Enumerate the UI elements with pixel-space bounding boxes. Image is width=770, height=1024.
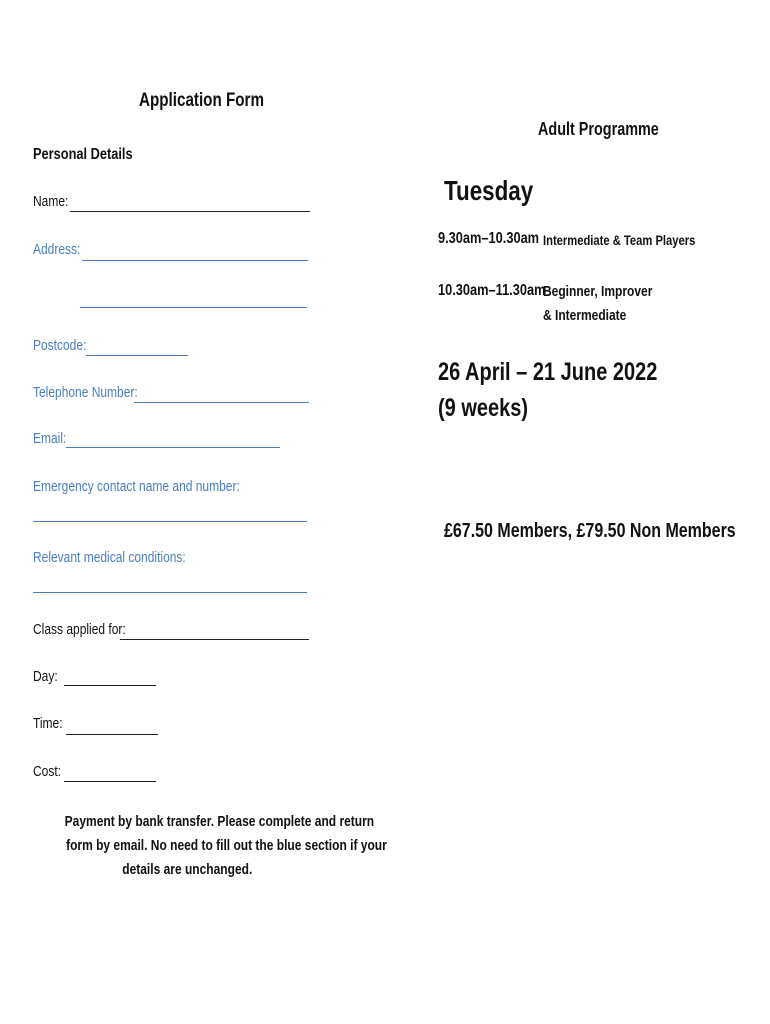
slot1-time-text: 9.30am–10.30am (438, 230, 540, 247)
programme-day-text: Tuesday (444, 175, 534, 206)
emergency-label (33, 478, 291, 495)
slot2-time-text: 10.30am–11.30am (438, 282, 546, 299)
day-field[interactable] (64, 685, 156, 686)
slot2-description-line2 (543, 307, 647, 324)
programme-weeks (438, 394, 551, 423)
slot2-description-line1 (543, 283, 680, 300)
address-field-line1[interactable] (82, 260, 308, 261)
section-heading-text: Personal Details (33, 146, 133, 163)
email-field[interactable] (66, 447, 280, 448)
address-label (33, 241, 92, 258)
name-label-text: Name: (33, 193, 69, 210)
cost-label (33, 763, 68, 780)
slot1-description-text: Intermediate & Team Players (543, 232, 696, 248)
programme-price (444, 520, 770, 543)
telephone-field[interactable] (134, 402, 309, 403)
payment-note (26, 810, 387, 882)
postcode-label-text: Postcode: (33, 337, 87, 354)
telephone-label (33, 384, 164, 401)
time-field[interactable] (66, 734, 158, 735)
programme-price-text: £67.50 Members, £79.50 Non Members (444, 520, 736, 542)
class-field[interactable] (120, 639, 309, 640)
programme-day (444, 175, 556, 207)
emergency-field[interactable] (33, 521, 307, 522)
programme-weeks-text: (9 weeks) (438, 394, 529, 422)
class-label (33, 621, 149, 638)
medical-label (33, 549, 224, 566)
programme-dates (438, 358, 712, 387)
programme-title (538, 119, 689, 140)
form-title-text: Application Form (139, 90, 264, 111)
cost-field[interactable] (64, 781, 156, 782)
email-label (33, 430, 75, 447)
postcode-label (33, 337, 100, 354)
name-label (33, 193, 77, 210)
slot1-description (543, 232, 733, 248)
payment-note-line2: form by email. No need to fill out the blue section if your (66, 837, 387, 854)
cost-label-text: Cost: (33, 763, 62, 780)
medical-label-text: Relevant medical conditions: (33, 549, 186, 566)
email-label-text: Email: (33, 430, 67, 447)
slot2-description-line1-text: Beginner, Improver (543, 283, 653, 300)
telephone-label-text: Telephone Number: (33, 384, 138, 401)
day-label (33, 668, 64, 685)
class-label-text: Class applied for: (33, 621, 126, 638)
form-title (139, 90, 295, 112)
address-label-text: Address: (33, 241, 81, 258)
slot2-description-line2-text: & Intermediate (543, 307, 627, 324)
payment-note-line1: Payment by bank transfer. Please complete and return (64, 813, 375, 830)
postcode-field[interactable] (86, 355, 188, 356)
emergency-label-text: Emergency contact name and number: (33, 478, 240, 495)
medical-field[interactable] (33, 592, 307, 593)
name-field[interactable] (70, 211, 310, 212)
time-label (33, 715, 70, 732)
payment-note-line3: details are unchanged. (121, 861, 253, 878)
address-field-line2[interactable] (80, 307, 307, 308)
section-heading (33, 146, 158, 164)
programme-title-text: Adult Programme (538, 119, 659, 139)
time-label-text: Time: (33, 715, 63, 732)
day-label-text: Day: (33, 668, 58, 685)
programme-dates-text: 26 April – 21 June 2022 (438, 358, 658, 386)
